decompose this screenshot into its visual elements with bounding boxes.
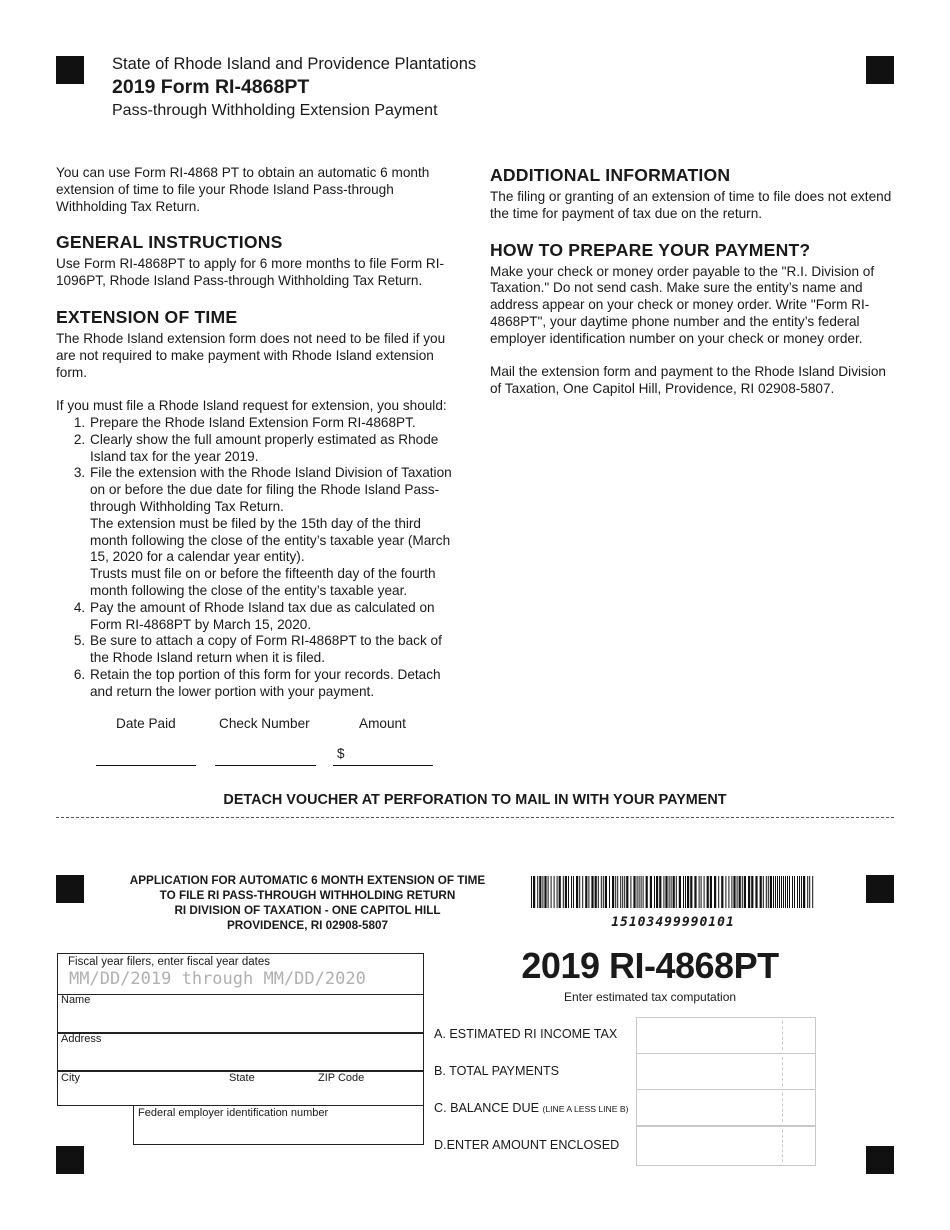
general-instructions-heading: GENERAL INSTRUCTIONS: [56, 232, 283, 253]
form-subtitle: Pass-through Withholding Extension Payment: [112, 102, 438, 119]
additional-info-text: The filing or granting of an extension of time to file does not extend the time for payment of tax due on the return.: [490, 189, 892, 221]
step3-note: The extension must be filed by the 15th day of the third month following the close of the entity’s taxable year (March 15, 2020 for a calendar year entity).: [90, 515, 451, 565]
general-instructions-text: Use Form RI-4868PT to apply for 6 more months to file Form RI-1096PT, Rhode Island Pass-through Withholding Tax Return.: [56, 256, 445, 289]
step3-note: Trusts must file on or before the fifteenth day of the fourth month following the close of the entity’s taxable year.: [90, 566, 436, 598]
line-d-amount[interactable]: [636, 1126, 816, 1166]
step-item: 2. Clearly show the full amount properly estimated as Rhode Island tax for the year 2019.: [89, 432, 461, 466]
application-title: APPLICATION FOR AUTOMATIC 6 MONTH EXTENSION OF TIME TO FILE RI PASS-THROUGH WITHHOLDING RETURN RI DIVISION OF TAXATION - ONE CAPITOL HILL PROVIDENCE, RI 02908-5807: [129, 874, 486, 932]
step-item: 4. Pay the amount of Rhode Island tax due as calculated on Form RI-4868PT by March 15, 2020.: [89, 600, 461, 634]
registration-mark-top-left: [56, 56, 84, 84]
left-column: [56, 165, 461, 701]
city-label: City: [61, 1072, 80, 1084]
zip-label: ZIP Code: [318, 1072, 365, 1084]
fein-field[interactable]: [133, 1105, 424, 1145]
fiscal-year-placeholder: MM/DD/2019 through MM/DD/2020: [69, 969, 366, 989]
mail-instructions-text: Mail the extension form and payment to the Rhode Island Division of Taxation, One Capitol Hill, Providence, RI 02908-5807.: [490, 364, 886, 397]
additional-info-heading: ADDITIONAL INFORMATION: [490, 165, 731, 185]
date-paid-field[interactable]: [96, 765, 196, 766]
address-field[interactable]: [57, 1032, 424, 1072]
check-number-field[interactable]: [215, 765, 316, 766]
barcode: [531, 876, 815, 908]
address-label: Address: [61, 1033, 102, 1045]
voucher-form-title: 2019 RI-4868PT: [521, 945, 779, 986]
extension-heading: EXTENSION OF TIME: [56, 306, 238, 327]
intro-text: You can use Form RI-4868 PT to obtain an automatic 6 month extension of time to file your Rhode Island Pass-through Withholding Tax Return.: [56, 165, 430, 214]
registration-mark-mid-right: [866, 875, 894, 903]
right-column: [490, 165, 894, 398]
date-paid-label: Date Paid: [116, 716, 176, 731]
prepare-payment-text: Make your check or money order payable to the "R.I. Division of Taxation." Do not send cash. Make sure the entity’s name and address appear on your check or money order. Write "Form RI-4868PT", your daytime phone number and the entity’s federal employer identification number on your check or money order.: [490, 263, 875, 346]
step-item: 6. Retain the top portion of this form for your records. Detach and return the lower portion with your payment.: [89, 667, 461, 701]
registration-mark-bottom-right: [866, 1146, 894, 1174]
name-field[interactable]: [57, 994, 424, 1034]
step-item: 5. Be sure to attach a copy of Form RI-4868PT to the back of the Rhode Island return when it is filed.: [89, 633, 461, 667]
line-b-label: B. TOTAL PAYMENTS: [434, 1064, 560, 1078]
check-number-label: Check Number: [219, 716, 310, 731]
line-d-label: D.ENTER AMOUNT ENCLOSED: [434, 1138, 620, 1152]
step-item: 3. File the extension with the Rhode Island Division of Taxation on or before the due date for filing the Rhode Island Pass-through Withholding Tax Return. The extension must be filed by the 15th day of the third month following the close of the entity’s taxable year (March 15, 2020 for a calendar year entity). Trusts must file on or before the fifteenth day of the fourth month following the close of the entity’s taxable year.: [89, 465, 461, 599]
form-title: 2019 Form RI-4868PT: [112, 76, 310, 98]
line-b-amount[interactable]: [636, 1053, 816, 1090]
line-a-label: A. ESTIMATED RI INCOME TAX: [434, 1027, 618, 1041]
city-state-zip-field[interactable]: [57, 1070, 424, 1106]
name-label: Name: [61, 994, 91, 1006]
registration-mark-mid-left: [56, 875, 84, 903]
perforation-line: [56, 817, 894, 818]
dollar-sign: $: [337, 746, 345, 761]
fiscal-year-label: Fiscal year filers, enter fiscal year dates: [68, 956, 270, 968]
extension-steps: [56, 415, 461, 701]
detach-instruction: DETACH VOUCHER AT PERFORATION TO MAIL IN WITH YOUR PAYMENT: [223, 792, 727, 808]
extension-lead: If you must file a Rhode Island request for extension, you should:: [56, 398, 447, 414]
prepare-payment-heading: HOW TO PREPARE YOUR PAYMENT?: [490, 239, 811, 260]
extension-text: The Rhode Island extension form does not need to be filed if you are not required to make payment with Rhode Island extension form.: [56, 330, 446, 380]
line-c-label: C. BALANCE DUE (LINE A LESS LINE B): [434, 1101, 629, 1115]
amount-field[interactable]: [333, 765, 433, 766]
voucher-form-subtitle: Enter estimated tax computation: [563, 990, 737, 1004]
amount-label: Amount: [359, 716, 406, 731]
state-label: State: [229, 1072, 255, 1084]
fiscal-year-field[interactable]: [57, 953, 424, 995]
registration-mark-top-right: [866, 56, 894, 84]
line-c-amount[interactable]: [636, 1089, 816, 1126]
barcode-number: 15103499990101: [611, 915, 735, 930]
fein-label: Federal employer identification number: [138, 1107, 329, 1119]
state-name: State of Rhode Island and Providence Plantations: [112, 55, 477, 73]
line-a-amount[interactable]: [636, 1017, 816, 1054]
registration-mark-bottom-left: [56, 1146, 84, 1174]
step-item: 1. Prepare the Rhode Island Extension Form RI-4868PT.: [89, 415, 461, 432]
